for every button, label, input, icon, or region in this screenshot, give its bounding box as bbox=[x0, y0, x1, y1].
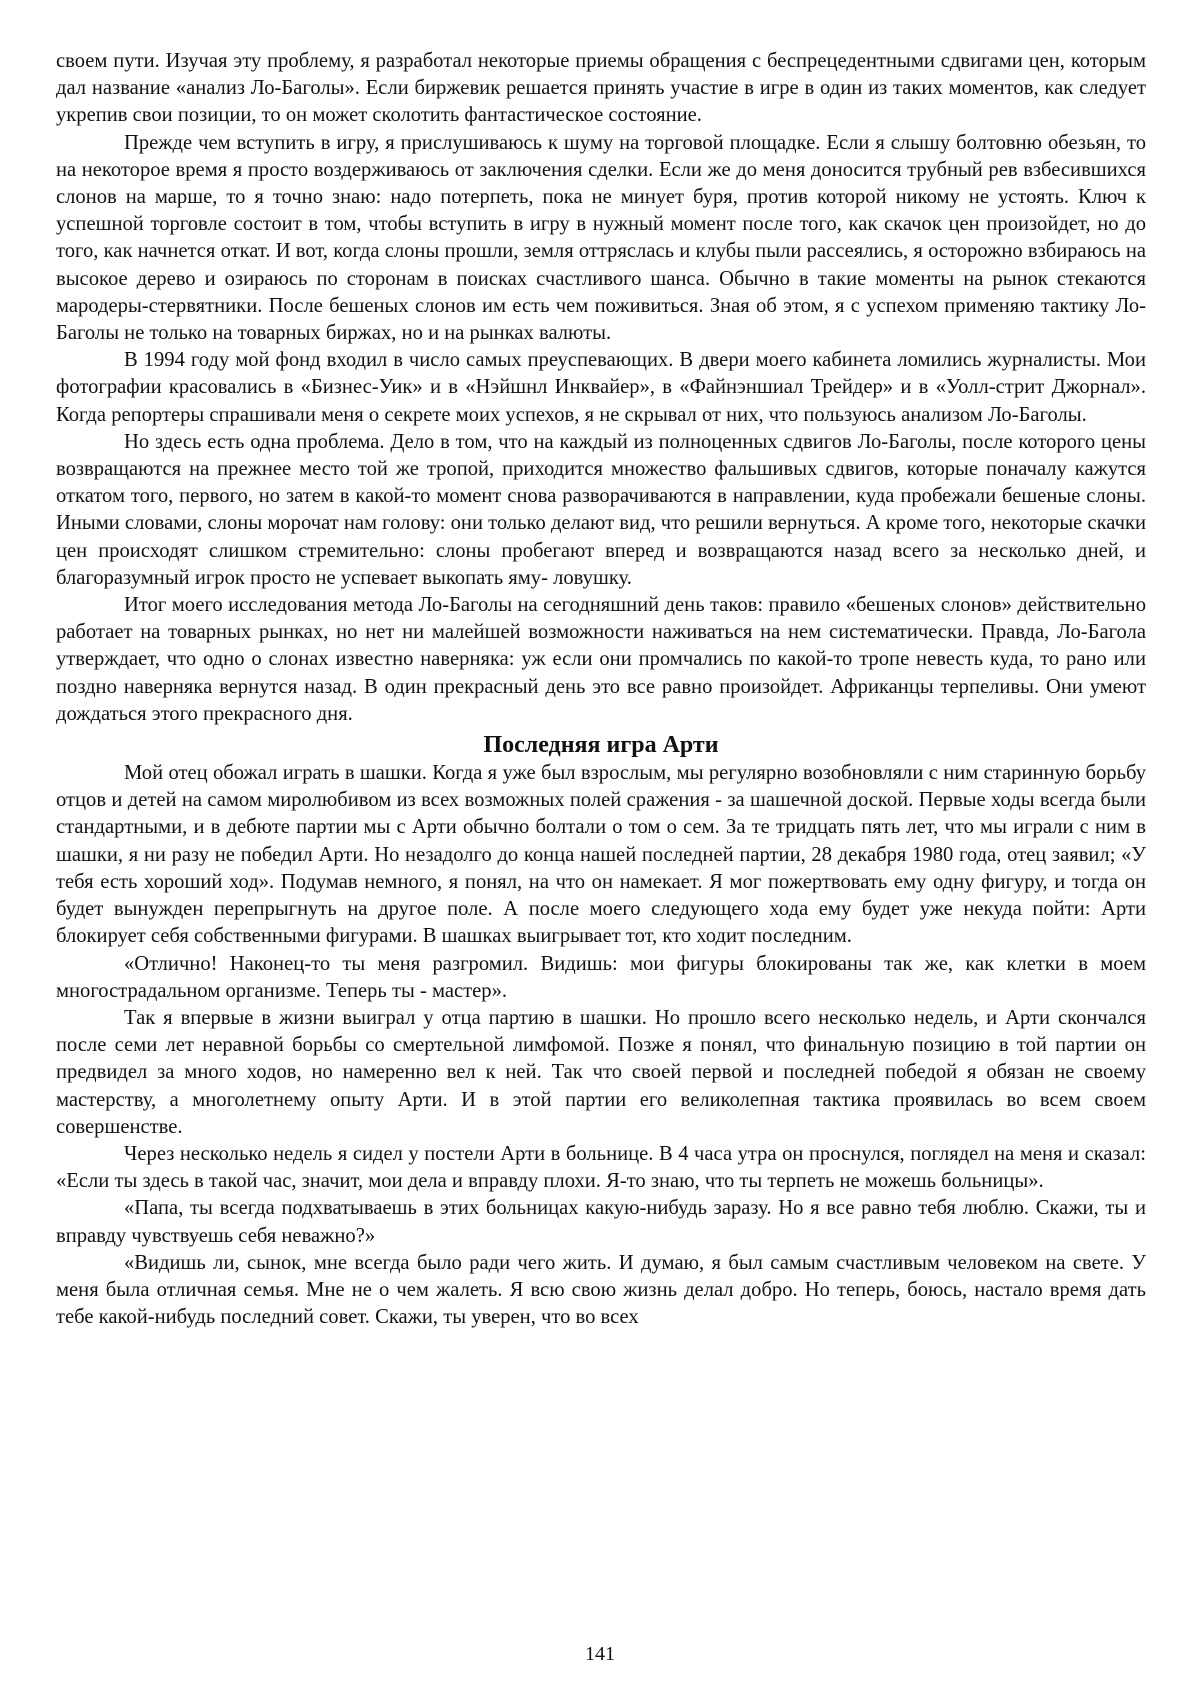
paragraph: «Видишь ли, сынок, мне всегда было ради чего жить. И думаю, я был самым счастливым человеком на свете. У меня была отличная семья. Мне не о чем жалеть. Я всю свою жизнь делал добро. Но теперь, боюсь, настало время дать тебе какой-нибудь последний совет. Скажи, ты уверен, что во всех bbox=[56, 1251, 1146, 1329]
book-page bbox=[56, 48, 1146, 1331]
paragraph: «Отлично! Наконец-то ты меня разгромил. Видишь: мои фигуры блокированы так же, как клетки в моем многострадальном организме. Теперь ты - мастер». bbox=[56, 952, 1146, 1002]
paragraph: «Папа, ты всегда подхватываешь в этих больницах какую-нибудь заразу. Но я все равно тебя люблю. Скажи, ты и вправду чувствуешь себя неважно?» bbox=[56, 1197, 1146, 1247]
page-number: 141 bbox=[585, 1643, 615, 1665]
paragraph: своем пути. Изучая эту проблему, я разработал некоторые приемы обращения с беспрецедентными сдвигами цен, которым дал название «анализ Ло-Баголы». Если биржевик решается принять участие в игре в один из таких моментов, как следует укрепив свои позиции, то он может сколотить фантастическое состояние. bbox=[56, 50, 1146, 127]
chapter-title: Последняя игра Арти bbox=[483, 732, 719, 759]
paragraph: Но здесь есть одна проблема. Дело в том, что на каждый из полноценных сдвигов Ло-Баголы, после которого цены возвращаются на прежнее место той же тропой, приходится множество фальшивых сдвигов, которые поначалу кажутся откатом того, первого, но затем в какой-то момент снова разворачиваются в направлении, куда пробежали бешеные слоны. Иными словами, слоны морочат нам голову: они только делают вид, что решили вернуться. А кроме того, некоторые скачки цен происходят слишком стремительно: слоны пробегают вперед и возвращаются назад всего за несколько дней, и благоразумный игрок просто не успевает выкопать яму- ловушку. bbox=[56, 430, 1146, 589]
paragraph: Так я впервые в жизни выиграл у отца партию в шашки. Но прошло всего несколько недель, и Арти скончался после семи лет неравной борьбы со смертельной лимфомой. Позже я понял, что финальную позицию в той партии он предвидел за много ходов, но намеренно вел к ней. Так что своей первой и последней победой я обязан не своему мастерству, а многолетнему опыту Арти. И в этой партии его великолепная тактика проявилась во всем своем совершенстве. bbox=[56, 1006, 1146, 1138]
paragraph: В 1994 году мой фонд входил в число самых преуспевающих. В двери моего кабинета ломились журналисты. Мои фотографии красовались в «Бизнес-Уик» и в «Нэйшнл Инквайер», в «Файнэншиал Трейдер» и в «Уолл-стрит Джорнал». Когда репортеры спрашивали меня о секрете моих успехов, я не скрывал от них, что пользуюсь анализом Ло-Баголы. bbox=[56, 349, 1146, 426]
section-after bbox=[56, 760, 1146, 1331]
paragraph: Прежде чем вступить в игру, я прислушиваюсь к шуму на торговой площадке. Если я слышу болтовню обезьян, то на некоторое время я просто воздерживаюсь от заключения сделки. Если же до меня доносится трубный рев взбесившихся слонов на марше, то я точно знаю: надо потерпеть, пока не минует буря, против которой никому не устоять. Ключ к успешной торговле состоит в том, чтобы вступить в игру в нужный момент после того, как скачок цен произойдет, но до того, как начнется откат. И вот, когда слоны прошли, земля оттряслась и клубы пыли рассеялись, я осторожно взбираюсь на высокое дерево и озираюсь по сторонам в поисках счастливого шанса. Обычно в такие моменты на рынок стекаются мародеры-стервятники. После бешеных слонов им есть чем поживиться. Зная об этом, я с успехом применяю тактику Ло-Баголы не только на товарных биржах, но и на рынках валюты. bbox=[56, 131, 1146, 345]
paragraph: Через несколько недель я сидел у постели Арти в больнице. В 4 часа утра он проснулся, поглядел на меня и сказал: «Если ты здесь в такой час, значит, мои дела и вправду плохи. Я-то знаю, что ты терпеть не можешь больницы». bbox=[56, 1142, 1146, 1193]
section-before bbox=[56, 48, 1146, 728]
paragraph: Мой отец обожал играть в шашки. Когда я уже был взрослым, мы регулярно возобновляли с ним старинную борьбу отцов и детей на самом миролюбивом из всех возможных полей сражения - за шашечной доской. Первые ходы всегда были стандартными, и в дебюте партии мы с Арти обычно болтали о том о сем. За те тридцать пять лет, что мы играли с ним в шашки, я ни разу не победил Арти. Но незадолго до конца нашей последней партии, 28 декабря 1980 года, отец заявил; «У тебя есть хороший ход». Подумав немного, я понял, на что он намекает. Я мог пожертвовать ему одну фигуру, и тогда он будет вынужден перепрыгнуть на другое поле. А после моего следующего хода ему будет уже некуда пойти: Арти блокирует себя собственными фигурами. В шашках выигрывает тот, кто ходит последним. bbox=[56, 762, 1146, 948]
paragraph: Итог моего исследования метода Ло-Баголы на сегодняшний день таков: правило «бешеных слонов» действительно работает на товарных рынках, но нет ни малейшей возможности наживаться на нем систематически. Правда, Ло-Багола утверждает, что одно о слонах известно наверняка: уж если они промчались по какой-то тропе невесть куда, то рано или поздно наверняка вернутся назад. В один прекрасный день это все равно произойдет. Африканцы терпеливы. Они умеют дождаться этого прекрасного дня. bbox=[56, 594, 1146, 725]
